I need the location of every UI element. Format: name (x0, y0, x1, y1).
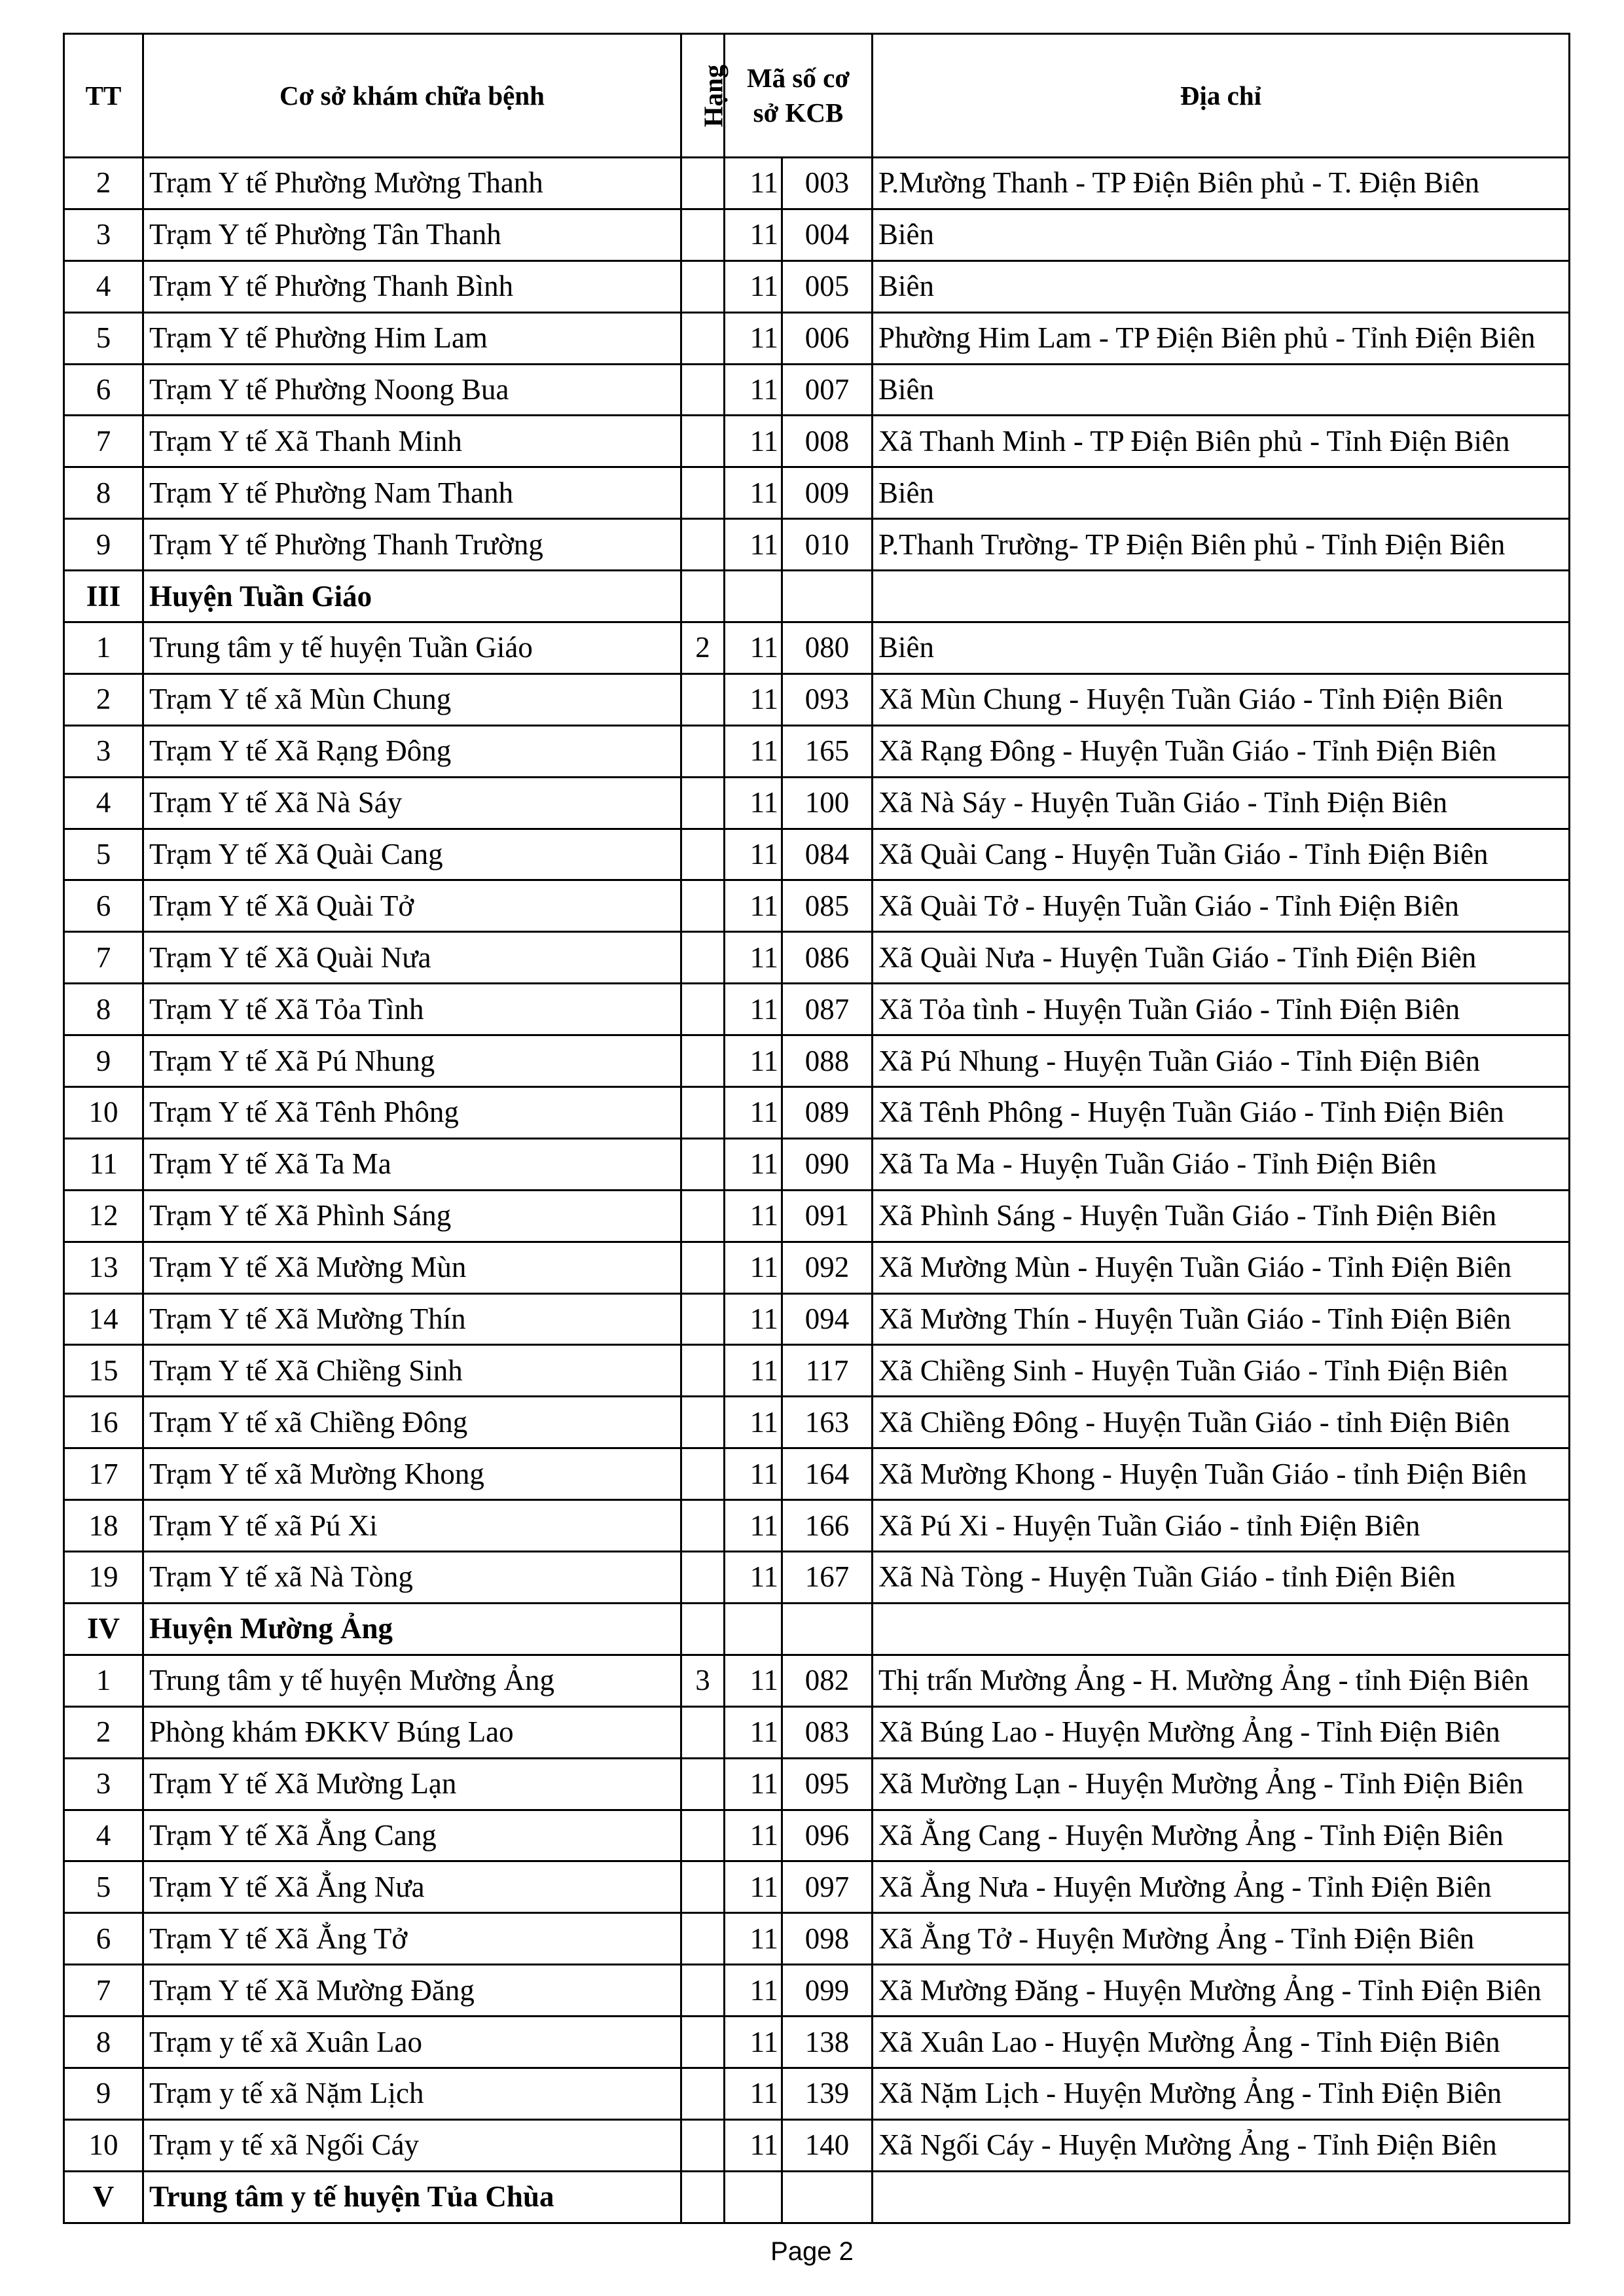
header-code-line2: sở KCB (753, 98, 844, 128)
facility-address (873, 571, 1570, 622)
row-number: 4 (64, 777, 143, 829)
facility-name: Trung tâm y tế huyện Mường Ảng (143, 1655, 681, 1706)
facility-name: Trạm Y tế xã Chiềng Đông (143, 1397, 681, 1448)
facility-code: 090 (782, 1138, 873, 1190)
facility-name: Trạm Y tế Xã Quài Nưa (143, 932, 681, 984)
facility-rank (681, 312, 725, 364)
facility-rank (681, 519, 725, 571)
facility-rank (681, 829, 725, 880)
facility-rank (681, 1035, 725, 1087)
province-code: 11 (725, 209, 782, 260)
facility-rank: 2 (681, 622, 725, 674)
row-number: 14 (64, 1293, 143, 1345)
province-code: 11 (725, 1293, 782, 1345)
row-number: 4 (64, 260, 143, 312)
facility-address: Xã Pú Nhung - Huyện Tuần Giáo - Tỉnh Điện Biên (873, 1035, 1570, 1087)
facility-rank (681, 1603, 725, 1655)
facility-name: Huyện Mường Ảng (143, 1603, 681, 1655)
province-code: 11 (725, 880, 782, 932)
facility-address: Xã Phình Sáng - Huyện Tuần Giáo - Tỉnh Điện Biên (873, 1190, 1570, 1242)
province-code: 11 (725, 984, 782, 1035)
facility-address: Xã Quài Tở - Huyện Tuần Giáo - Tỉnh Điện Biên (873, 880, 1570, 932)
province-code: 11 (725, 2068, 782, 2119)
facility-address: Xã Búng Lao - Huyện Mường Ảng - Tỉnh Điện Biên (873, 1706, 1570, 1758)
table-row (64, 158, 1570, 209)
facility-name: Trạm Y tế Xã Ẳng Cang (143, 1810, 681, 1861)
facility-code: 085 (782, 880, 873, 932)
facility-code: 087 (782, 984, 873, 1035)
facility-rank (681, 725, 725, 777)
facility-address: Biên (873, 209, 1570, 260)
province-code (725, 2171, 782, 2223)
facility-name: Trạm Y tế Xã Mường Thín (143, 1293, 681, 1345)
row-number: 8 (64, 467, 143, 519)
row-number: 12 (64, 1190, 143, 1242)
table-row (64, 880, 1570, 932)
facility-rank (681, 1810, 725, 1861)
province-code: 11 (725, 829, 782, 880)
facility-name: Trạm Y tế Xã Quài Tở (143, 880, 681, 932)
section-row (64, 1603, 1570, 1655)
facility-name: Trung tâm y tế huyện Tuần Giáo (143, 622, 681, 674)
province-code: 11 (725, 1397, 782, 1448)
table-row (64, 932, 1570, 984)
row-number: 2 (64, 158, 143, 209)
facility-name: Trạm y tế xã Xuân Lao (143, 2017, 681, 2068)
facility-code: 003 (782, 158, 873, 209)
province-code: 11 (725, 932, 782, 984)
facility-address: Xã Nặm Lịch - Huyện Mường Ảng - Tỉnh Điện Biên (873, 2068, 1570, 2119)
facility-rank (681, 364, 725, 416)
table-row (64, 2068, 1570, 2119)
row-number: 5 (64, 312, 143, 364)
facility-name: Trạm Y tế Phường Thanh Bình (143, 260, 681, 312)
facility-code: 165 (782, 725, 873, 777)
province-code: 11 (725, 1345, 782, 1397)
table-header (64, 34, 1570, 158)
facility-address: Xã Mường Thín - Huyện Tuần Giáo - Tỉnh Điện Biên (873, 1293, 1570, 1345)
row-number: 2 (64, 673, 143, 725)
table-row (64, 1448, 1570, 1500)
facility-code: 007 (782, 364, 873, 416)
facility-rank (681, 2119, 725, 2171)
facility-code: 099 (782, 1965, 873, 2017)
facility-rank (681, 1861, 725, 1913)
row-number: 3 (64, 209, 143, 260)
header-address: Địa chỉ (873, 34, 1570, 158)
facility-address: Biên (873, 364, 1570, 416)
table-row (64, 1913, 1570, 1965)
province-code: 11 (725, 1500, 782, 1552)
facility-name: Trạm Y tế xã Pú Xi (143, 1500, 681, 1552)
province-code: 11 (725, 673, 782, 725)
table-row (64, 209, 1570, 260)
facility-rank (681, 777, 725, 829)
province-code: 11 (725, 1810, 782, 1861)
table-row (64, 673, 1570, 725)
facility-name: Trạm Y tế Phường Nam Thanh (143, 467, 681, 519)
facility-rank (681, 673, 725, 725)
table-row (64, 312, 1570, 364)
facility-address: Biên (873, 467, 1570, 519)
row-number: 7 (64, 932, 143, 984)
row-number: V (64, 2171, 143, 2223)
table-row (64, 984, 1570, 1035)
facility-name: Trạm y tế xã Ngối Cáy (143, 2119, 681, 2171)
row-number: IV (64, 1603, 143, 1655)
province-code (725, 571, 782, 622)
facility-address: Xã Thanh Minh - TP Điện Biên phủ - Tỉnh Điện Biên (873, 416, 1570, 467)
facility-name: Trạm Y tế Phường Him Lam (143, 312, 681, 364)
province-code: 11 (725, 1138, 782, 1190)
table-row (64, 1500, 1570, 1552)
facility-name: Trạm Y tế Xã Ẳng Tở (143, 1913, 681, 1965)
facility-code: 082 (782, 1655, 873, 1706)
province-code: 11 (725, 2119, 782, 2171)
table-row (64, 1035, 1570, 1087)
row-number: 6 (64, 1913, 143, 1965)
row-number: 3 (64, 1758, 143, 1810)
table-row (64, 1706, 1570, 1758)
table-row (64, 1655, 1570, 1706)
table-row (64, 1552, 1570, 1604)
facility-code (782, 571, 873, 622)
header-tt: TT (64, 34, 143, 158)
facility-name: Trung tâm y tế huyện Tủa Chùa (143, 2171, 681, 2223)
province-code: 11 (725, 364, 782, 416)
facility-address: Biên (873, 260, 1570, 312)
facility-code: 088 (782, 1035, 873, 1087)
province-code: 11 (725, 1655, 782, 1706)
facility-address: Xã Ngối Cáy - Huyện Mường Ảng - Tỉnh Điện Biên (873, 2119, 1570, 2171)
header-rank-label: Hạng (698, 64, 729, 127)
facility-code: 010 (782, 519, 873, 571)
table-row (64, 1345, 1570, 1397)
facility-rank (681, 932, 725, 984)
section-row (64, 571, 1570, 622)
facility-rank (681, 1190, 725, 1242)
row-number: 1 (64, 622, 143, 674)
table-row (64, 1397, 1570, 1448)
facility-code: 098 (782, 1913, 873, 1965)
facility-rank (681, 1706, 725, 1758)
facility-address: Xã Xuân Lao - Huyện Mường Ảng - Tỉnh Điện Biên (873, 2017, 1570, 2068)
province-code: 11 (725, 622, 782, 674)
facility-code: 166 (782, 1500, 873, 1552)
table-row (64, 622, 1570, 674)
facility-name: Huyện Tuần Giáo (143, 571, 681, 622)
province-code: 11 (725, 1758, 782, 1810)
facility-name: Trạm Y tế Phường Thanh Trường (143, 519, 681, 571)
row-number: 9 (64, 2068, 143, 2119)
facility-name: Trạm Y tế Xã Quài Cang (143, 829, 681, 880)
facility-address: Xã Nà Sáy - Huyện Tuần Giáo - Tỉnh Điện Biên (873, 777, 1570, 829)
province-code: 11 (725, 777, 782, 829)
row-number: 10 (64, 1087, 143, 1139)
facility-name: Trạm Y tế xã Mường Khong (143, 1448, 681, 1500)
facility-code: 008 (782, 416, 873, 467)
row-number: 16 (64, 1397, 143, 1448)
facility-name: Trạm Y tế Xã Ẳng Nưa (143, 1861, 681, 1913)
facility-name: Trạm Y tế Phường Tân Thanh (143, 209, 681, 260)
facility-code: 080 (782, 622, 873, 674)
facility-rank (681, 1138, 725, 1190)
facility-code: 006 (782, 312, 873, 364)
facility-rank (681, 1242, 725, 1293)
facility-rank (681, 880, 725, 932)
facility-address: Thị trấn Mường Ảng - H. Mường Ảng - tỉnh Điện Biên (873, 1655, 1570, 1706)
facility-name: Trạm Y tế xã Nà Tòng (143, 1552, 681, 1604)
facility-table (63, 33, 1570, 2224)
facility-name: Phòng khám ĐKKV Búng Lao (143, 1706, 681, 1758)
province-code: 11 (725, 158, 782, 209)
row-number: 2 (64, 1706, 143, 1758)
facility-rank (681, 1500, 725, 1552)
row-number: 10 (64, 2119, 143, 2171)
facility-address: Xã Nà Tòng - Huyện Tuần Giáo - tỉnh Điện Biên (873, 1552, 1570, 1604)
facility-address: Xã Ẳng Nưa - Huyện Mường Ảng - Tỉnh Điện Biên (873, 1861, 1570, 1913)
facility-address (873, 1603, 1570, 1655)
facility-code: 091 (782, 1190, 873, 1242)
facility-code: 095 (782, 1758, 873, 1810)
facility-address: Xã Pú Xi - Huyện Tuần Giáo - tỉnh Điện Biên (873, 1500, 1570, 1552)
facility-code: 009 (782, 467, 873, 519)
facility-rank (681, 1293, 725, 1345)
facility-name: Trạm Y tế Xã Mường Mùn (143, 1242, 681, 1293)
facility-address: Xã Ta Ma - Huyện Tuần Giáo - Tỉnh Điện Biên (873, 1138, 1570, 1190)
row-number: 9 (64, 1035, 143, 1087)
table-row (64, 1758, 1570, 1810)
table-row (64, 2119, 1570, 2171)
row-number: 1 (64, 1655, 143, 1706)
province-code (725, 1603, 782, 1655)
table-row (64, 1242, 1570, 1293)
facility-rank (681, 209, 725, 260)
table-row (64, 725, 1570, 777)
facility-name: Trạm Y tế Xã Mường Đăng (143, 1965, 681, 2017)
facility-name: Trạm Y tế Xã Tỏa Tình (143, 984, 681, 1035)
row-number: 11 (64, 1138, 143, 1190)
facility-name: Trạm Y tế Xã Chiềng Sinh (143, 1345, 681, 1397)
province-code: 11 (725, 260, 782, 312)
facility-name: Trạm Y tế xã Mùn Chung (143, 673, 681, 725)
facility-code: 086 (782, 932, 873, 984)
table-row (64, 416, 1570, 467)
row-number: 6 (64, 364, 143, 416)
facility-code (782, 2171, 873, 2223)
facility-rank (681, 2171, 725, 2223)
facility-code: 164 (782, 1448, 873, 1500)
facility-code: 139 (782, 2068, 873, 2119)
facility-address: Xã Tỏa tình - Huyện Tuần Giáo - Tỉnh Điện Biên (873, 984, 1570, 1035)
row-number: 6 (64, 880, 143, 932)
facility-address: P.Thanh Trường- TP Điện Biên phủ - Tỉnh Điện Biên (873, 519, 1570, 571)
table-row (64, 467, 1570, 519)
province-code: 11 (725, 1861, 782, 1913)
facility-code: 004 (782, 209, 873, 260)
facility-code (782, 1603, 873, 1655)
row-number: 8 (64, 984, 143, 1035)
facility-name: Trạm y tế xã Nặm Lịch (143, 2068, 681, 2119)
table-row (64, 1190, 1570, 1242)
table-row (64, 1965, 1570, 2017)
facility-code: 096 (782, 1810, 873, 1861)
facility-code: 163 (782, 1397, 873, 1448)
header-code-line1: Mã số cơ (746, 62, 850, 93)
facility-rank (681, 1913, 725, 1965)
section-row (64, 2171, 1570, 2223)
province-code: 11 (725, 2017, 782, 2068)
facility-name: Trạm Y tế Xã Phình Sáng (143, 1190, 681, 1242)
facility-name: Trạm Y tế Xã Tênh Phông (143, 1087, 681, 1139)
facility-address: Xã Chiềng Sinh - Huyện Tuần Giáo - Tỉnh Điện Biên (873, 1345, 1570, 1397)
facility-rank (681, 2068, 725, 2119)
province-code: 11 (725, 1965, 782, 2017)
facility-code: 093 (782, 673, 873, 725)
row-number: III (64, 571, 143, 622)
facility-rank (681, 1087, 725, 1139)
facility-rank (681, 416, 725, 467)
table-row (64, 2017, 1570, 2068)
facility-name: Trạm Y tế Xã Pú Nhung (143, 1035, 681, 1087)
row-number: 8 (64, 2017, 143, 2068)
facility-rank (681, 158, 725, 209)
facility-rank (681, 1758, 725, 1810)
facility-rank: 3 (681, 1655, 725, 1706)
facility-code: 140 (782, 2119, 873, 2171)
row-number: 17 (64, 1448, 143, 1500)
facility-address: Xã Quài Nưa - Huyện Tuần Giáo - Tỉnh Điện Biên (873, 932, 1570, 984)
facility-rank (681, 467, 725, 519)
facility-rank (681, 2017, 725, 2068)
page-number: Page 2 (770, 2237, 854, 2266)
facility-rank (681, 571, 725, 622)
facility-name: Trạm Y tế Xã Ta Ma (143, 1138, 681, 1190)
province-code: 11 (725, 1913, 782, 1965)
facility-address: Phường Him Lam - TP Điện Biên phủ - Tỉnh Điện Biên (873, 312, 1570, 364)
facility-code: 167 (782, 1552, 873, 1604)
facility-code: 094 (782, 1293, 873, 1345)
facility-code: 083 (782, 1706, 873, 1758)
table-row (64, 1810, 1570, 1861)
facility-address: Xã Chiềng Đông - Huyện Tuần Giáo - tỉnh Điện Biên (873, 1397, 1570, 1448)
header-facility: Cơ sở khám chữa bệnh (143, 34, 681, 158)
facility-code: 097 (782, 1861, 873, 1913)
facility-address: Xã Mùn Chung - Huyện Tuần Giáo - Tỉnh Điện Biên (873, 673, 1570, 725)
row-number: 19 (64, 1552, 143, 1604)
province-code: 11 (725, 312, 782, 364)
facility-code: 005 (782, 260, 873, 312)
row-number: 18 (64, 1500, 143, 1552)
row-number: 7 (64, 416, 143, 467)
facility-code: 100 (782, 777, 873, 829)
province-code: 11 (725, 1706, 782, 1758)
table-row (64, 829, 1570, 880)
table-row (64, 260, 1570, 312)
facility-name: Trạm Y tế Phường Mường Thanh (143, 158, 681, 209)
table-row (64, 1861, 1570, 1913)
facility-address (873, 2171, 1570, 2223)
header-rank (681, 34, 729, 158)
facility-name: Trạm Y tế Phường Noong Bua (143, 364, 681, 416)
province-code: 11 (725, 416, 782, 467)
row-number: 15 (64, 1345, 143, 1397)
facility-address: Xã Ẳng Tở - Huyện Mường Ảng - Tỉnh Điện Biên (873, 1913, 1570, 1965)
row-number: 5 (64, 829, 143, 880)
facility-address: Xã Tênh Phông - Huyện Tuần Giáo - Tỉnh Điện Biên (873, 1087, 1570, 1139)
facility-rank (681, 984, 725, 1035)
facility-address: Biên (873, 622, 1570, 674)
facility-rank (681, 260, 725, 312)
row-number: 13 (64, 1242, 143, 1293)
province-code: 11 (725, 519, 782, 571)
facility-rank (681, 1397, 725, 1448)
facility-address: P.Mường Thanh - TP Điện Biên phủ - T. Điện Biên (873, 158, 1570, 209)
facility-name: Trạm Y tế Xã Nà Sáy (143, 777, 681, 829)
province-code: 11 (725, 467, 782, 519)
facility-name: Trạm Y tế Xã Mường Lạn (143, 1758, 681, 1810)
table-row (64, 519, 1570, 571)
facility-address: Xã Quài Cang - Huyện Tuần Giáo - Tỉnh Điện Biên (873, 829, 1570, 880)
facility-address: Xã Ẳng Cang - Huyện Mường Ảng - Tỉnh Điện Biên (873, 1810, 1570, 1861)
facility-code: 138 (782, 2017, 873, 2068)
province-code: 11 (725, 1035, 782, 1087)
row-number: 7 (64, 1965, 143, 2017)
facility-address: Xã Rạng Đông - Huyện Tuần Giáo - Tỉnh Điện Biên (873, 725, 1570, 777)
facility-code: 117 (782, 1345, 873, 1397)
facility-address: Xã Mường Mùn - Huyện Tuần Giáo - Tỉnh Điện Biên (873, 1242, 1570, 1293)
facility-address: Xã Mường Khong - Huyện Tuần Giáo - tỉnh Điện Biên (873, 1448, 1570, 1500)
facility-rank (681, 1965, 725, 2017)
province-code: 11 (725, 1242, 782, 1293)
row-number: 3 (64, 725, 143, 777)
table-body (64, 158, 1570, 2223)
province-code: 11 (725, 1448, 782, 1500)
facility-rank (681, 1448, 725, 1500)
table-row (64, 1293, 1570, 1345)
table-row (64, 777, 1570, 829)
table-row (64, 1138, 1570, 1190)
table-row (64, 364, 1570, 416)
row-number: 9 (64, 519, 143, 571)
province-code: 11 (725, 1552, 782, 1604)
facility-name: Trạm Y tế Xã Rạng Đông (143, 725, 681, 777)
table-row (64, 1087, 1570, 1139)
facility-rank (681, 1552, 725, 1604)
row-number: 4 (64, 1810, 143, 1861)
facility-code: 092 (782, 1242, 873, 1293)
facility-address: Xã Mường Lạn - Huyện Mường Ảng - Tỉnh Điện Biên (873, 1758, 1570, 1810)
facility-code: 084 (782, 829, 873, 880)
province-code: 11 (725, 725, 782, 777)
header-code (725, 34, 873, 158)
facility-code: 089 (782, 1087, 873, 1139)
facility-address: Xã Mường Đăng - Huyện Mường Ảng - Tỉnh Điện Biên (873, 1965, 1570, 2017)
row-number: 5 (64, 1861, 143, 1913)
province-code: 11 (725, 1190, 782, 1242)
facility-rank (681, 1345, 725, 1397)
province-code: 11 (725, 1087, 782, 1139)
facility-name: Trạm Y tế Xã Thanh Minh (143, 416, 681, 467)
